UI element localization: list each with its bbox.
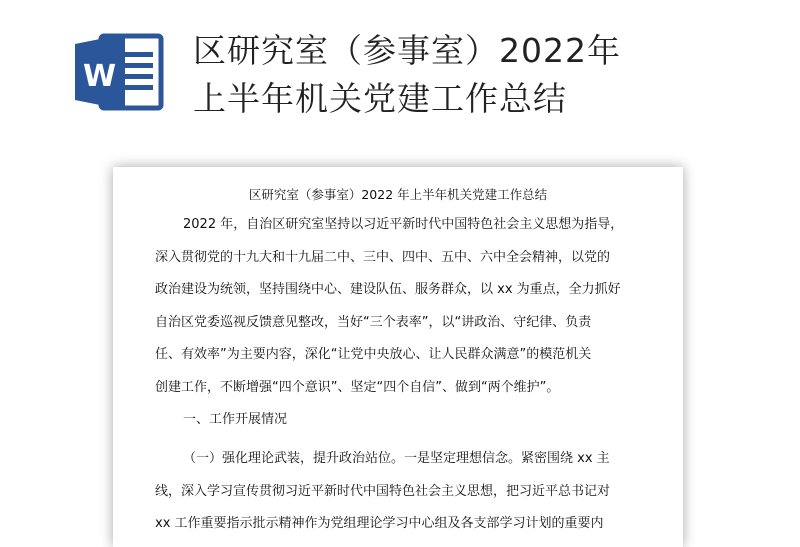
- title-line-1: 区研究室（参事室）2022年: [193, 31, 621, 70]
- word-document-icon: [75, 32, 165, 112]
- svg-text:W: W: [83, 59, 117, 94]
- text-line: 深入贯彻党的十九大和十九届二中、三中、四中、五中、六中全会精神，以党的: [155, 249, 611, 265]
- paragraph-2: [155, 443, 655, 541]
- text-line: 2022 年，自治区研究室坚持以习近平新时代中国特色社会主义思想为指导，: [183, 217, 624, 232]
- text-line: 任、有效率”为主要内容，深化“让党中央放心、让人民群众满意”的模范机关: [155, 347, 592, 363]
- document-page-preview: [113, 167, 683, 547]
- text-line: （一）强化理论武装，提升政治站位。一是坚定理想信念。紧密围绕 xx 主: [183, 451, 610, 466]
- title-line-2: 上半年机关党建工作总结: [193, 79, 567, 118]
- page-title: [193, 27, 793, 123]
- text-line: 政治建设为统领，坚持围绕中心、建设队伍、服务群众，以 xx 为重点，全力抓好: [155, 282, 621, 298]
- header: [0, 0, 800, 160]
- text-line: 线，深入学习宣传贯彻习近平新时代中国特色社会主义思想，把习近平总书记对: [155, 483, 611, 499]
- text-line: xx 工作重要指示批示精神作为党组理论学习中心组及各支部学习计划的重要内: [155, 516, 604, 532]
- section-heading: 一、工作开展情况: [183, 412, 288, 427]
- paragraph-1: [155, 209, 655, 405]
- text-line: 创建工作，不断增强“四个意识”、坚定“四个自信”、做到“两个维护”。: [155, 379, 560, 395]
- text-line: 自治区党委巡视反馈意见整改，当好“三个表率”，以“讲政治、守纪律、负责: [155, 314, 592, 330]
- document-title: 区研究室（参事室）2022 年上半年机关党建工作总结: [248, 187, 548, 202]
- section-heading-block: [155, 404, 655, 437]
